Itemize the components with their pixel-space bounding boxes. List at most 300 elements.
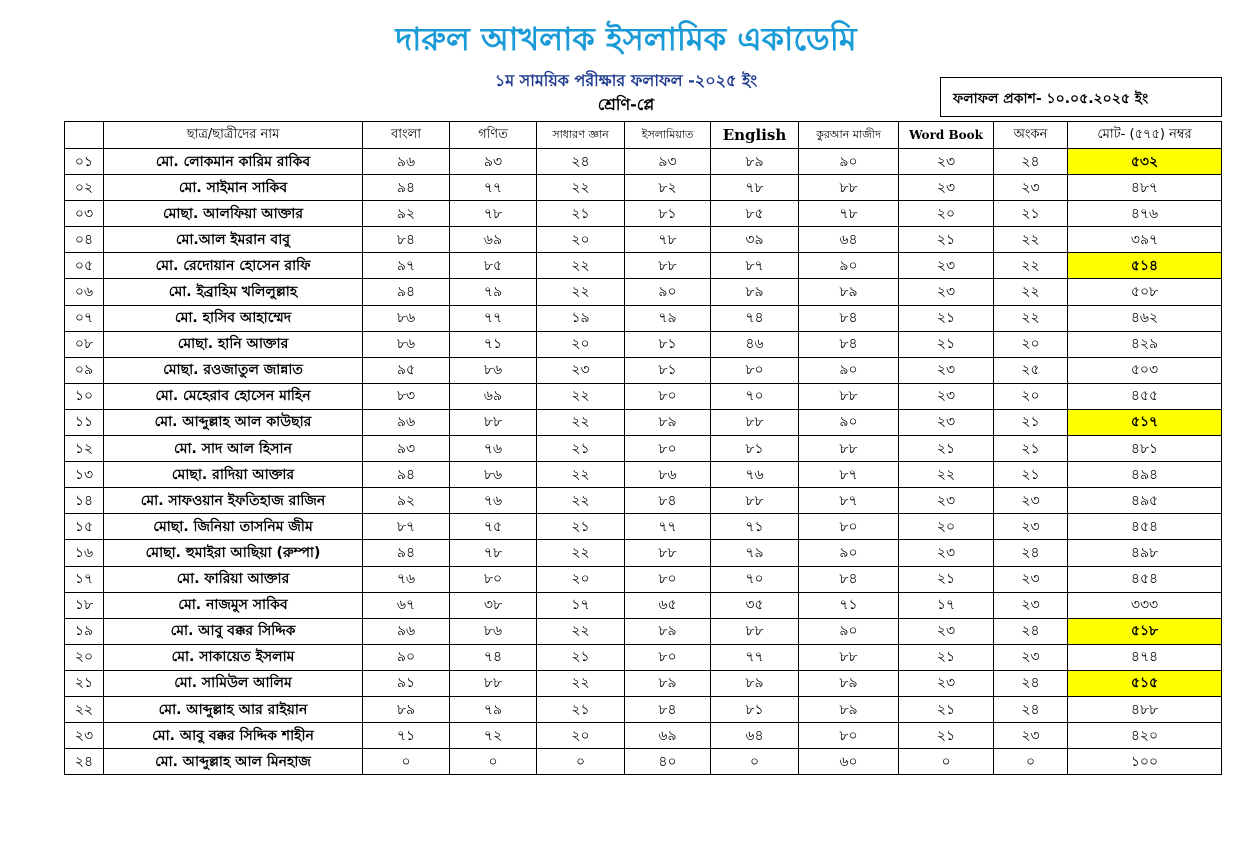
islamiat-mark-cell: ৮৯ bbox=[625, 670, 711, 696]
student-name-cell: মো. হাসিব আহাম্মেদ bbox=[104, 305, 363, 331]
col-header-quran: কুরআন মাজীদ bbox=[799, 122, 899, 149]
math-mark-cell: ৭৭ bbox=[450, 305, 537, 331]
bangla-mark-cell: ৯৬ bbox=[363, 149, 450, 175]
gk-mark-cell: ২২ bbox=[537, 409, 625, 435]
serial-cell: ২০ bbox=[65, 644, 104, 670]
serial-cell: ০৬ bbox=[65, 279, 104, 305]
english-mark-cell: ০ bbox=[711, 749, 799, 775]
serial-cell: ২১ bbox=[65, 670, 104, 696]
col-header-bangla: বাংলা bbox=[363, 122, 450, 149]
bangla-mark-cell: ৯৪ bbox=[363, 175, 450, 201]
wordbook-mark-cell: ০ bbox=[899, 749, 994, 775]
col-header-islamiat: ইসলামিয়াত bbox=[625, 122, 711, 149]
wordbook-mark-cell: ২১ bbox=[899, 723, 994, 749]
total-cell: ৪৮৮ bbox=[1068, 696, 1222, 722]
student-name-cell: মো. ইব্রাহিম খলিলুল্লাহ bbox=[104, 279, 363, 305]
quran-mark-cell: ৮৪ bbox=[799, 331, 899, 357]
islamiat-mark-cell: ৭৭ bbox=[625, 514, 711, 540]
col-header-wordbook: Word Book bbox=[899, 122, 994, 149]
bangla-mark-cell: ৮৬ bbox=[363, 331, 450, 357]
wordbook-mark-cell: ২৩ bbox=[899, 540, 994, 566]
drawing-mark-cell: ২৩ bbox=[994, 723, 1068, 749]
table-row bbox=[65, 618, 1222, 644]
math-mark-cell: ৯৩ bbox=[450, 149, 537, 175]
drawing-mark-cell: ২২ bbox=[994, 227, 1068, 253]
drawing-mark-cell: ২৩ bbox=[994, 592, 1068, 618]
student-name-cell: মো. আব্দুল্লাহ আল মিনহাজ bbox=[104, 749, 363, 775]
student-name-cell: মো. সাকায়েত ইসলাম bbox=[104, 644, 363, 670]
math-mark-cell: ৬৯ bbox=[450, 383, 537, 409]
math-mark-cell: ০ bbox=[450, 749, 537, 775]
quran-mark-cell: ৬০ bbox=[799, 749, 899, 775]
total-cell: ৪৯৪ bbox=[1068, 462, 1222, 488]
drawing-mark-cell: ২৪ bbox=[994, 540, 1068, 566]
drawing-mark-cell: ২৩ bbox=[994, 566, 1068, 592]
english-mark-cell: ৮৮ bbox=[711, 488, 799, 514]
quran-mark-cell: ৯০ bbox=[799, 149, 899, 175]
islamiat-mark-cell: ৮০ bbox=[625, 383, 711, 409]
wordbook-mark-cell: ২১ bbox=[899, 566, 994, 592]
table-row bbox=[65, 749, 1222, 775]
total-cell: ৪৯৮ bbox=[1068, 540, 1222, 566]
islamiat-mark-cell: ৭৮ bbox=[625, 227, 711, 253]
gk-mark-cell: ২১ bbox=[537, 514, 625, 540]
gk-mark-cell: ২১ bbox=[537, 436, 625, 462]
bangla-mark-cell: ৮৬ bbox=[363, 305, 450, 331]
islamiat-mark-cell: ৮৪ bbox=[625, 488, 711, 514]
bangla-mark-cell: ৯৪ bbox=[363, 540, 450, 566]
english-mark-cell: ৭০ bbox=[711, 383, 799, 409]
wordbook-mark-cell: ২২ bbox=[899, 462, 994, 488]
math-mark-cell: ৭৬ bbox=[450, 488, 537, 514]
bangla-mark-cell: ৯৪ bbox=[363, 462, 450, 488]
bangla-mark-cell: ০ bbox=[363, 749, 450, 775]
wordbook-mark-cell: ২০ bbox=[899, 514, 994, 540]
class-label: শ্রেণি-প্লে bbox=[597, 95, 655, 114]
school-title: দারুল আখলাক ইসলামিক একাডেমি bbox=[395, 20, 857, 58]
bangla-mark-cell: ৮৯ bbox=[363, 696, 450, 722]
quran-mark-cell: ৮৭ bbox=[799, 488, 899, 514]
table-row bbox=[65, 175, 1222, 201]
serial-cell: ১৫ bbox=[65, 514, 104, 540]
student-name-cell: মো. নাজমুস সাকিব bbox=[104, 592, 363, 618]
english-mark-cell: ৮৮ bbox=[711, 618, 799, 644]
english-mark-cell: ৭৯ bbox=[711, 540, 799, 566]
quran-mark-cell: ৮৯ bbox=[799, 696, 899, 722]
quran-mark-cell: ৮৮ bbox=[799, 175, 899, 201]
total-cell: ৪৭৬ bbox=[1068, 201, 1222, 227]
total-cell: ৩৯৭ bbox=[1068, 227, 1222, 253]
student-name-cell: মো. সাফওয়ান ইফতিহাজ রাজিন bbox=[104, 488, 363, 514]
islamiat-mark-cell: ৮৮ bbox=[625, 540, 711, 566]
student-name-cell: মোছা. জিনিয়া তাসনিম জীম bbox=[104, 514, 363, 540]
english-mark-cell: ৮৮ bbox=[711, 409, 799, 435]
gk-mark-cell: ২২ bbox=[537, 618, 625, 644]
gk-mark-cell: ১৭ bbox=[537, 592, 625, 618]
math-mark-cell: ৭১ bbox=[450, 331, 537, 357]
islamiat-mark-cell: ৮৮ bbox=[625, 253, 711, 279]
serial-cell: ১৭ bbox=[65, 566, 104, 592]
english-mark-cell: ৮৭ bbox=[711, 253, 799, 279]
bangla-mark-cell: ৯০ bbox=[363, 644, 450, 670]
islamiat-mark-cell: ৮৯ bbox=[625, 409, 711, 435]
total-cell: ৫১৫ bbox=[1068, 670, 1222, 696]
drawing-mark-cell: ২৩ bbox=[994, 644, 1068, 670]
total-cell: ৫০৮ bbox=[1068, 279, 1222, 305]
student-name-cell: মো.আল ইমরান বাবু bbox=[104, 227, 363, 253]
serial-cell: ২৪ bbox=[65, 749, 104, 775]
table-row bbox=[65, 149, 1222, 175]
total-cell: ৪৯৫ bbox=[1068, 488, 1222, 514]
math-mark-cell: ৮০ bbox=[450, 566, 537, 592]
wordbook-mark-cell: ২১ bbox=[899, 331, 994, 357]
quran-mark-cell: ৮০ bbox=[799, 514, 899, 540]
student-name-cell: মো. রেদোয়ান হোসেন রাফি bbox=[104, 253, 363, 279]
drawing-mark-cell: ২২ bbox=[994, 253, 1068, 279]
math-mark-cell: ৭৭ bbox=[450, 175, 537, 201]
drawing-mark-cell: ২১ bbox=[994, 436, 1068, 462]
bangla-mark-cell: ৮৪ bbox=[363, 227, 450, 253]
table-row bbox=[65, 514, 1222, 540]
table-row bbox=[65, 540, 1222, 566]
table-row bbox=[65, 201, 1222, 227]
islamiat-mark-cell: ৬৫ bbox=[625, 592, 711, 618]
drawing-mark-cell: ২৫ bbox=[994, 357, 1068, 383]
english-mark-cell: ৭৬ bbox=[711, 462, 799, 488]
table-row bbox=[65, 696, 1222, 722]
math-mark-cell: ৮৫ bbox=[450, 253, 537, 279]
col-header-name: ছাত্র/ছাত্রীদের নাম bbox=[104, 122, 363, 149]
col-header-drawing: অংকন bbox=[994, 122, 1068, 149]
islamiat-mark-cell: ৮০ bbox=[625, 436, 711, 462]
total-cell: ৪৭৪ bbox=[1068, 644, 1222, 670]
student-name-cell: মো. সামিউল আলিম bbox=[104, 670, 363, 696]
english-mark-cell: ৭৭ bbox=[711, 644, 799, 670]
quran-mark-cell: ৯০ bbox=[799, 409, 899, 435]
serial-cell: ১০ bbox=[65, 383, 104, 409]
serial-cell: ০৭ bbox=[65, 305, 104, 331]
quran-mark-cell: ৯০ bbox=[799, 540, 899, 566]
drawing-mark-cell: ২০ bbox=[994, 383, 1068, 409]
serial-cell: ২৩ bbox=[65, 723, 104, 749]
english-mark-cell: ৭১ bbox=[711, 514, 799, 540]
wordbook-mark-cell: ২১ bbox=[899, 644, 994, 670]
table-row bbox=[65, 357, 1222, 383]
serial-cell: ০৪ bbox=[65, 227, 104, 253]
islamiat-mark-cell: ৮১ bbox=[625, 331, 711, 357]
student-name-cell: মো. সাইমান সাকিব bbox=[104, 175, 363, 201]
drawing-mark-cell: ২৩ bbox=[994, 488, 1068, 514]
quran-mark-cell: ৮৯ bbox=[799, 279, 899, 305]
drawing-mark-cell: ২০ bbox=[994, 331, 1068, 357]
math-mark-cell: ৮৬ bbox=[450, 462, 537, 488]
bangla-mark-cell: ৯২ bbox=[363, 488, 450, 514]
total-cell: ৫১৮ bbox=[1068, 618, 1222, 644]
col-header-sl bbox=[65, 122, 104, 149]
gk-mark-cell: ২২ bbox=[537, 253, 625, 279]
bangla-mark-cell: ৯৪ bbox=[363, 279, 450, 305]
bangla-mark-cell: ৮৭ bbox=[363, 514, 450, 540]
quran-mark-cell: ৯০ bbox=[799, 618, 899, 644]
wordbook-mark-cell: ২৩ bbox=[899, 670, 994, 696]
total-cell: ৪৮১ bbox=[1068, 436, 1222, 462]
total-cell: ১০০ bbox=[1068, 749, 1222, 775]
serial-cell: ১৬ bbox=[65, 540, 104, 566]
total-cell: ৪৬২ bbox=[1068, 305, 1222, 331]
quran-mark-cell: ৭৮ bbox=[799, 201, 899, 227]
math-mark-cell: ৭৯ bbox=[450, 279, 537, 305]
serial-cell: ১৮ bbox=[65, 592, 104, 618]
table-row bbox=[65, 331, 1222, 357]
math-mark-cell: ৭২ bbox=[450, 723, 537, 749]
gk-mark-cell: ২২ bbox=[537, 462, 625, 488]
english-mark-cell: ৪৬ bbox=[711, 331, 799, 357]
wordbook-mark-cell: ২১ bbox=[899, 227, 994, 253]
english-mark-cell: ৮৯ bbox=[711, 670, 799, 696]
wordbook-mark-cell: ২১ bbox=[899, 436, 994, 462]
total-cell: ৪৫৪ bbox=[1068, 514, 1222, 540]
drawing-mark-cell: ২৩ bbox=[994, 514, 1068, 540]
gk-mark-cell: ২১ bbox=[537, 201, 625, 227]
math-mark-cell: ৮৮ bbox=[450, 409, 537, 435]
bangla-mark-cell: ৯২ bbox=[363, 201, 450, 227]
results-body bbox=[65, 149, 1222, 775]
table-row bbox=[65, 592, 1222, 618]
islamiat-mark-cell: ৮৬ bbox=[625, 462, 711, 488]
wordbook-mark-cell: ২৩ bbox=[899, 409, 994, 435]
student-name-cell: মো. আবু বক্কর সিদ্দিক bbox=[104, 618, 363, 644]
quran-mark-cell: ৮৮ bbox=[799, 383, 899, 409]
english-mark-cell: ৮৯ bbox=[711, 149, 799, 175]
drawing-mark-cell: ০ bbox=[994, 749, 1068, 775]
english-mark-cell: ৩৯ bbox=[711, 227, 799, 253]
islamiat-mark-cell: ৬৯ bbox=[625, 723, 711, 749]
gk-mark-cell: ২২ bbox=[537, 488, 625, 514]
gk-mark-cell: ১৯ bbox=[537, 305, 625, 331]
serial-cell: ১৪ bbox=[65, 488, 104, 514]
math-mark-cell: ৮৬ bbox=[450, 357, 537, 383]
wordbook-mark-cell: ২৩ bbox=[899, 149, 994, 175]
quran-mark-cell: ৯০ bbox=[799, 253, 899, 279]
bangla-mark-cell: ৯৭ bbox=[363, 253, 450, 279]
table-row bbox=[65, 436, 1222, 462]
drawing-mark-cell: ২১ bbox=[994, 409, 1068, 435]
math-mark-cell: ৭৮ bbox=[450, 201, 537, 227]
gk-mark-cell: ২১ bbox=[537, 696, 625, 722]
total-cell: ৫১৪ bbox=[1068, 253, 1222, 279]
wordbook-mark-cell: ২৩ bbox=[899, 618, 994, 644]
wordbook-mark-cell: ১৭ bbox=[899, 592, 994, 618]
wordbook-mark-cell: ২৩ bbox=[899, 383, 994, 409]
serial-cell: ২২ bbox=[65, 696, 104, 722]
serial-cell: ০৫ bbox=[65, 253, 104, 279]
student-name-cell: মো. সাদ আল হিসান bbox=[104, 436, 363, 462]
islamiat-mark-cell: ৮০ bbox=[625, 566, 711, 592]
bangla-mark-cell: ৯৬ bbox=[363, 409, 450, 435]
table-row bbox=[65, 279, 1222, 305]
islamiat-mark-cell: ৮৪ bbox=[625, 696, 711, 722]
table-row bbox=[65, 644, 1222, 670]
math-mark-cell: ৭৯ bbox=[450, 696, 537, 722]
serial-cell: ১২ bbox=[65, 436, 104, 462]
islamiat-mark-cell: ৮১ bbox=[625, 201, 711, 227]
header-row bbox=[65, 122, 1222, 149]
quran-mark-cell: ৯০ bbox=[799, 357, 899, 383]
english-mark-cell: ৮৯ bbox=[711, 279, 799, 305]
drawing-mark-cell: ২৪ bbox=[994, 696, 1068, 722]
table-row bbox=[65, 723, 1222, 749]
student-name-cell: মোছা. রওজাতুল জান্নাত bbox=[104, 357, 363, 383]
table-row bbox=[65, 566, 1222, 592]
table-row bbox=[65, 462, 1222, 488]
gk-mark-cell: ২২ bbox=[537, 383, 625, 409]
bangla-mark-cell: ৯৩ bbox=[363, 436, 450, 462]
total-cell: ৩৩৩ bbox=[1068, 592, 1222, 618]
table-row bbox=[65, 409, 1222, 435]
student-name-cell: মো. আব্দুল্লাহ আল কাউছার bbox=[104, 409, 363, 435]
student-name-cell: মো. লোকমান কারিম রাকিব bbox=[104, 149, 363, 175]
serial-cell: ০৩ bbox=[65, 201, 104, 227]
gk-mark-cell: ২৩ bbox=[537, 357, 625, 383]
wordbook-mark-cell: ২০ bbox=[899, 201, 994, 227]
total-cell: ৫০৩ bbox=[1068, 357, 1222, 383]
drawing-mark-cell: ২৩ bbox=[994, 175, 1068, 201]
drawing-mark-cell: ২৪ bbox=[994, 670, 1068, 696]
drawing-mark-cell: ২৪ bbox=[994, 618, 1068, 644]
gk-mark-cell: ২০ bbox=[537, 723, 625, 749]
english-mark-cell: ৩৫ bbox=[711, 592, 799, 618]
islamiat-mark-cell: ৯৩ bbox=[625, 149, 711, 175]
islamiat-mark-cell: ৮০ bbox=[625, 644, 711, 670]
student-name-cell: মোছা. হুমাইরা আছিয়া (রুম্পা) bbox=[104, 540, 363, 566]
student-name-cell: মোছা. হানি আক্তার bbox=[104, 331, 363, 357]
bangla-mark-cell: ৮৩ bbox=[363, 383, 450, 409]
col-header-english: English bbox=[711, 122, 799, 149]
student-name-cell: মো. আবু বক্কর সিদ্দিক শাহীন bbox=[104, 723, 363, 749]
col-header-gk: সাধারণ জ্ঞান bbox=[537, 122, 625, 149]
gk-mark-cell: ২২ bbox=[537, 279, 625, 305]
exam-subtitle: ১ম সাময়িক পরীক্ষার ফলাফল -২০২৫ ইং bbox=[494, 71, 758, 90]
math-mark-cell: ৭৪ bbox=[450, 644, 537, 670]
english-mark-cell: ৮৫ bbox=[711, 201, 799, 227]
islamiat-mark-cell: ৭৯ bbox=[625, 305, 711, 331]
bangla-mark-cell: ৭৬ bbox=[363, 566, 450, 592]
serial-cell: ১১ bbox=[65, 409, 104, 435]
student-name-cell: মো. ফারিয়া আক্তার bbox=[104, 566, 363, 592]
wordbook-mark-cell: ২৩ bbox=[899, 175, 994, 201]
quran-mark-cell: ৭১ bbox=[799, 592, 899, 618]
gk-mark-cell: ২২ bbox=[537, 670, 625, 696]
serial-cell: ০৮ bbox=[65, 331, 104, 357]
english-mark-cell: ৮১ bbox=[711, 436, 799, 462]
drawing-mark-cell: ২৪ bbox=[994, 149, 1068, 175]
gk-mark-cell: ২০ bbox=[537, 566, 625, 592]
math-mark-cell: ৭৬ bbox=[450, 436, 537, 462]
gk-mark-cell: ২২ bbox=[537, 175, 625, 201]
quran-mark-cell: ৮০ bbox=[799, 723, 899, 749]
drawing-mark-cell: ২২ bbox=[994, 279, 1068, 305]
serial-cell: ০৯ bbox=[65, 357, 104, 383]
publish-date-text: ফলাফল প্রকাশ- ১০.০৫.২০২৫ ইং bbox=[953, 91, 1149, 107]
quran-mark-cell: ৮৭ bbox=[799, 462, 899, 488]
serial-cell: ১৯ bbox=[65, 618, 104, 644]
gk-mark-cell: ২১ bbox=[537, 644, 625, 670]
gk-mark-cell: ২০ bbox=[537, 331, 625, 357]
quran-mark-cell: ৮৪ bbox=[799, 566, 899, 592]
wordbook-mark-cell: ২১ bbox=[899, 305, 994, 331]
english-mark-cell: ৬৪ bbox=[711, 723, 799, 749]
total-cell: ৪২০ bbox=[1068, 723, 1222, 749]
quran-mark-cell: ৮৮ bbox=[799, 644, 899, 670]
islamiat-mark-cell: ৯০ bbox=[625, 279, 711, 305]
math-mark-cell: ৬৯ bbox=[450, 227, 537, 253]
serial-cell: ১৩ bbox=[65, 462, 104, 488]
math-mark-cell: ৮৬ bbox=[450, 618, 537, 644]
english-mark-cell: ৭০ bbox=[711, 566, 799, 592]
gk-mark-cell: ২২ bbox=[537, 540, 625, 566]
student-name-cell: মোছা. আলফিয়া আক্তার bbox=[104, 201, 363, 227]
table-row bbox=[65, 227, 1222, 253]
drawing-mark-cell: ২২ bbox=[994, 305, 1068, 331]
wordbook-mark-cell: ২১ bbox=[899, 696, 994, 722]
gk-mark-cell: ২৪ bbox=[537, 149, 625, 175]
math-mark-cell: ৭৮ bbox=[450, 540, 537, 566]
results-table bbox=[64, 121, 1222, 775]
table-row bbox=[65, 670, 1222, 696]
serial-cell: ০১ bbox=[65, 149, 104, 175]
quran-mark-cell: ৮৮ bbox=[799, 436, 899, 462]
total-cell: ৫১৭ bbox=[1068, 409, 1222, 435]
quran-mark-cell: ৬৪ bbox=[799, 227, 899, 253]
bangla-mark-cell: ৬৭ bbox=[363, 592, 450, 618]
islamiat-mark-cell: ৮২ bbox=[625, 175, 711, 201]
student-name-cell: মো. আব্দুল্লাহ আর রাইয়ান bbox=[104, 696, 363, 722]
serial-cell: ০২ bbox=[65, 175, 104, 201]
math-mark-cell: ৭৫ bbox=[450, 514, 537, 540]
islamiat-mark-cell: ৮১ bbox=[625, 357, 711, 383]
math-mark-cell: ৮৮ bbox=[450, 670, 537, 696]
total-cell: ৫৩২ bbox=[1068, 149, 1222, 175]
gk-mark-cell: ০ bbox=[537, 749, 625, 775]
english-mark-cell: ৮০ bbox=[711, 357, 799, 383]
islamiat-mark-cell: ৮৯ bbox=[625, 618, 711, 644]
english-mark-cell: ৭৪ bbox=[711, 305, 799, 331]
publish-date-box bbox=[940, 77, 1222, 117]
table-row bbox=[65, 253, 1222, 279]
gk-mark-cell: ২০ bbox=[537, 227, 625, 253]
math-mark-cell: ৩৮ bbox=[450, 592, 537, 618]
col-header-total: মোট- (৫৭৫) নম্বর bbox=[1068, 122, 1222, 149]
student-name-cell: মোছা. রাদিয়া আক্তার bbox=[104, 462, 363, 488]
total-cell: ৪৫৪ bbox=[1068, 566, 1222, 592]
table-row bbox=[65, 305, 1222, 331]
student-name-cell: মো. মেহেরাব হোসেন মাহিন bbox=[104, 383, 363, 409]
table-row bbox=[65, 488, 1222, 514]
islamiat-mark-cell: ৪০ bbox=[625, 749, 711, 775]
quran-mark-cell: ৮৯ bbox=[799, 670, 899, 696]
total-cell: ৪৮৭ bbox=[1068, 175, 1222, 201]
bangla-mark-cell: ৭১ bbox=[363, 723, 450, 749]
table-row bbox=[65, 383, 1222, 409]
bangla-mark-cell: ৯১ bbox=[363, 670, 450, 696]
english-mark-cell: ৮১ bbox=[711, 696, 799, 722]
wordbook-mark-cell: ২৩ bbox=[899, 357, 994, 383]
english-mark-cell: ৭৮ bbox=[711, 175, 799, 201]
wordbook-mark-cell: ২৩ bbox=[899, 488, 994, 514]
col-header-math: গণিত bbox=[450, 122, 537, 149]
drawing-mark-cell: ২১ bbox=[994, 462, 1068, 488]
wordbook-mark-cell: ২৩ bbox=[899, 253, 994, 279]
